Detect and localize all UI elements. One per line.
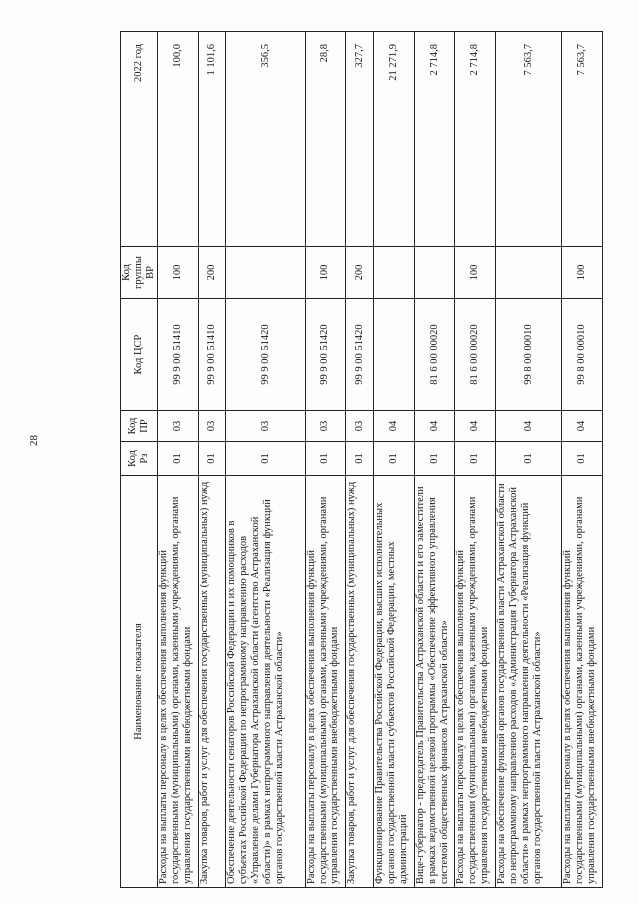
row-csr: 81 6 00 00020 [414, 299, 455, 411]
row-vr [414, 247, 455, 299]
row-pr: 04 [495, 411, 561, 442]
table-row [346, 32, 374, 888]
row-rz: 01 [455, 442, 496, 476]
row-csr: 99 9 00 51410 [198, 299, 226, 411]
budget-table [120, 31, 603, 888]
row-name: Расходы на выплаты персоналу в целях обеспечения выполнения функций государственными (муниципальными) органами, казенными учреждениями, органами управления государственными внебюджетными фондами [305, 476, 346, 888]
row-amount: 1 101,6 [198, 32, 226, 247]
row-vr: 100 [305, 247, 346, 299]
row-vr [374, 247, 415, 299]
row-pr: 03 [198, 411, 226, 442]
row-rz: 01 [158, 442, 199, 476]
table-row [562, 32, 603, 888]
row-pr: 03 [226, 411, 305, 442]
row-pr: 03 [305, 411, 346, 442]
row-csr: 99 9 00 51410 [158, 299, 199, 411]
row-amount: 2 714,8 [455, 32, 496, 247]
row-amount: 2 714,8 [414, 32, 455, 247]
row-vr: 200 [346, 247, 374, 299]
row-pr: 04 [414, 411, 455, 442]
row-vr [495, 247, 561, 299]
row-pr: 03 [346, 411, 374, 442]
row-csr: 99 9 00 51420 [305, 299, 346, 411]
row-amount: 327,7 [346, 32, 374, 247]
row-rz: 01 [495, 442, 561, 476]
row-rz: 01 [374, 442, 415, 476]
row-amount: 28,8 [305, 32, 346, 247]
row-csr: 99 8 00 00010 [495, 299, 561, 411]
row-vr: 200 [198, 247, 226, 299]
row-name: Вице-губернатор - председатель Правительства Астраханской области и его заместители в рамках ведомственной целевой программы «Обеспечение эффективного управления системой общественных финансов Астраханской области» [414, 476, 455, 888]
row-name: Расходы на выплаты персоналу в целях обеспечения выполнения функций государственными (муниципальными) органами, казенными учреждениями, органами управления государственными внебюджетными фондами [455, 476, 496, 888]
budget-table-container [120, 32, 603, 888]
row-name: Обеспечение деятельности сенаторов Российской Федерации и их помощников в субъектах Российской Федерации по непрограммному направлению расходов «Управление делами Губернатора Астраханской области (агентство Астраханской области)» в рамках непрограммного направления деятельности «Реализация функций органов государственной власти Астраханской области» [226, 476, 305, 888]
row-rz: 01 [414, 442, 455, 476]
row-name: Расходы на выплаты персоналу в целях обеспечения выполнения функций государственными (муниципальными) органами, казенными учреждениями, органами управления государственными внебюджетными фондами [158, 476, 199, 888]
row-csr [374, 299, 415, 411]
row-pr: 04 [455, 411, 496, 442]
table-row [198, 32, 226, 888]
row-name: Закупка товаров, работ и услуг для обеспечения государственных (муниципальных) нужд [346, 476, 374, 888]
row-amount: 7 563,7 [495, 32, 561, 247]
row-name: Расходы на выплаты персоналу в целях обеспечения выполнения функций государственными (муниципальными) органами, казенными учреждениями, органами управления государственными внебюджетными фондами [562, 476, 603, 888]
header-name: Наименование показателя [121, 476, 158, 888]
row-rz: 01 [305, 442, 346, 476]
row-name: Расходы на обеспечение функций органов государственной власти Астраханской области по непрограммному направлению расходов «Администрация Губернатора Астраханской области» в рамках непрограммного направления деятельности «Реализация функций органов государственной власти Астраханской области» [495, 476, 561, 888]
row-rz: 01 [198, 442, 226, 476]
table-row [414, 32, 455, 888]
row-csr: 99 8 00 00010 [562, 299, 603, 411]
row-csr: 99 9 00 51420 [346, 299, 374, 411]
table-header-row [121, 32, 158, 888]
table-row [158, 32, 199, 888]
table-row [495, 32, 561, 888]
row-vr [226, 247, 305, 299]
row-amount: 7 563,7 [562, 32, 603, 247]
row-vr: 100 [455, 247, 496, 299]
header-csr: Код ЦСР [121, 299, 158, 411]
row-csr: 81 6 00 00020 [455, 299, 496, 411]
row-vr: 100 [158, 247, 199, 299]
row-pr: 03 [158, 411, 199, 442]
table-row [305, 32, 346, 888]
row-name: Закупка товаров, работ и услуг для обеспечения государственных (муниципальных) нужд [198, 476, 226, 888]
table-row [226, 32, 305, 888]
table-row [455, 32, 496, 888]
row-pr: 04 [562, 411, 603, 442]
page-number: 28 [28, 435, 40, 446]
header-rz: Код Рз [121, 442, 158, 476]
row-vr: 100 [562, 247, 603, 299]
row-pr: 04 [374, 411, 415, 442]
row-csr: 99 9 00 51420 [226, 299, 305, 411]
row-amount: 21 271,9 [374, 32, 415, 247]
row-rz: 01 [346, 442, 374, 476]
header-pr: Код ПР [121, 411, 158, 442]
row-rz: 01 [562, 442, 603, 476]
header-amount: 2022 год [121, 32, 158, 247]
header-vr: Код группы ВР [121, 247, 158, 299]
row-rz: 01 [226, 442, 305, 476]
table-row [374, 32, 415, 888]
row-amount: 356,5 [226, 32, 305, 247]
row-amount: 100,0 [158, 32, 199, 247]
row-name: Функционирование Правительства Российской Федерации, высших исполнительных органов государственной власти субъектов Российской Федерации, местных администраций [374, 476, 415, 888]
